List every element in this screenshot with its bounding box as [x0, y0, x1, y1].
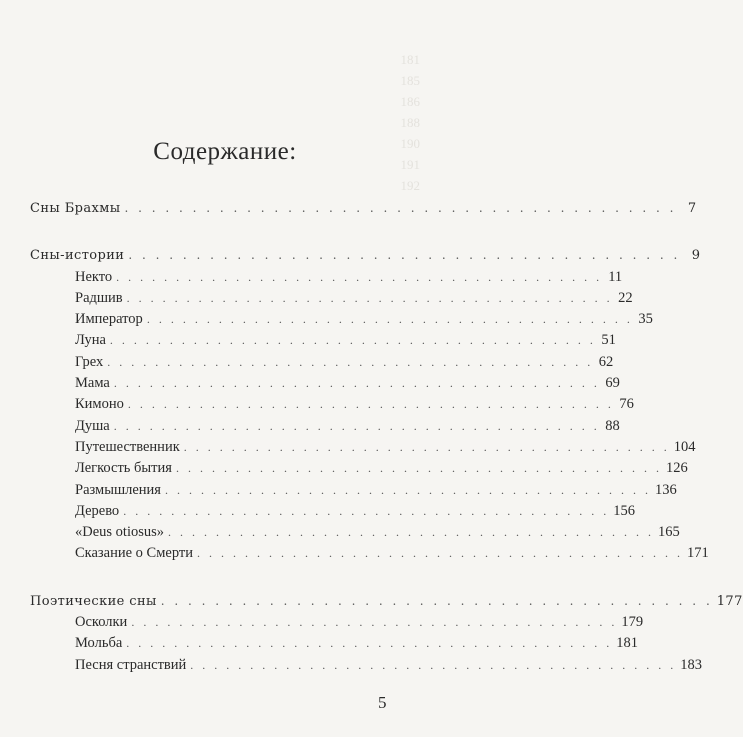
toc-page-number: 35 [638, 311, 653, 328]
toc-item-label: «Deus otiosus» [75, 524, 165, 541]
dot-leader: . . . . . . . . . . . . . . . . . . . . . . . . . . . . . . . . . . . . . . . . . [127, 397, 614, 412]
dot-leader: . . . . . . . . . . . . . . . . . . . . . . . . . . . . . . . . . . . . . . . . . [128, 248, 681, 263]
toc-page-number: 76 [619, 396, 634, 413]
bleed-through-text [340, 40, 450, 200]
toc-page-number: 179 [621, 614, 644, 631]
toc-page-number: 62 [598, 353, 614, 370]
dot-leader: . . . . . . . . . . . . . . . . . . . . . . . . . . . . . . . . . . . . . . . . . [116, 269, 603, 284]
toc-page-number: 22 [618, 289, 633, 306]
toc-item-label: Сказание о Смерти [75, 545, 193, 562]
dot-leader: . . . . . . . . . . . . . . . . . . . . . . . . . . . . . . . . . . . . . . . . . [190, 657, 677, 672]
toc-section-row[interactable] [30, 591, 743, 612]
toc-item-row[interactable] [30, 373, 620, 394]
dot-leader: . . . . . . . . . . . . . . . . . . . . . . . . . . . . . . . . . . . . . . . . . [168, 525, 655, 540]
toc-item-label: Кимоно [75, 396, 124, 413]
toc-item-label: Песня странствий [75, 656, 187, 673]
dot-leader: . . . . . . . . . . . . . . . . . . . . . . . . . . . . . . . . . . . . . . . . . [113, 376, 600, 391]
bleed-number: 186 [400, 94, 420, 109]
toc-page-number: 177 [716, 593, 743, 609]
toc-item-row[interactable] [30, 612, 644, 633]
toc-item-row[interactable] [30, 522, 680, 543]
toc-item-row[interactable] [30, 501, 635, 522]
toc-item-label: Легкость бытия [75, 460, 172, 477]
dot-leader: . . . . . . . . . . . . . . . . . . . . . . . . . . . . . . . . . . . . . . . . . [197, 546, 683, 561]
toc-item-label: Император [75, 311, 143, 328]
toc-item-row[interactable] [30, 543, 709, 564]
toc-item-label: Дерево [75, 502, 120, 519]
dot-leader: . . . . . . . . . . . . . . . . . . . . . . . . . . . . . . . . . . . . . . . . . [175, 461, 662, 476]
page-title: Содержание: [153, 138, 297, 165]
bleed-number: 188 [400, 115, 420, 130]
toc-page-number: 181 [616, 635, 639, 652]
bleed-number: 185 [400, 73, 420, 88]
toc-item-row[interactable] [30, 330, 616, 351]
toc-page-number: 165 [658, 524, 680, 541]
bleed-number: 191 [400, 157, 420, 172]
toc-item-label: Размышления [75, 481, 161, 498]
toc-item-label: Луна [75, 332, 106, 349]
toc-item-row[interactable] [30, 352, 614, 373]
page-number: 5 [378, 693, 387, 712]
dot-leader: . . . . . . . . . . . . . . . . . . . . . . . . . . . . . . . . . . . . . . . . . [113, 418, 600, 433]
dot-leader: . . . . . . . . . . . . . . . . . . . . . . . . . . . . . . . . . . . . . . . . . [126, 636, 613, 651]
toc-page-number: 51 [601, 332, 616, 349]
dot-leader: . . . . . . . . . . . . . . . . . . . . . . . . . . . . . . . . . . . . . . . . . [183, 439, 670, 454]
toc-page-number: 9 [691, 248, 701, 264]
toc-item-label: Путешественник [75, 438, 180, 455]
toc-page-number: 104 [673, 438, 696, 455]
dot-leader: . . . . . . . . . . . . . . . . . . . . . . . . . . . . . . . . . . . . . . . . . [126, 290, 613, 305]
toc-page-number: 126 [665, 460, 688, 477]
toc-section-label: Сны Брахмы [30, 201, 121, 216]
toc-section-label: Поэтические сны [30, 593, 157, 609]
dot-leader: . . . . . . . . . . . . . . . . . . . . . . . . . . . . . . . . . . . . . . . . . [124, 201, 677, 215]
toc-item-row[interactable] [30, 267, 623, 288]
dot-leader: . . . . . . . . . . . . . . . . . . . . . . . . . . . . . . . . . . . . . . . . . [107, 354, 594, 369]
toc-page-number: 69 [605, 375, 620, 392]
dot-leader: . . . . . . . . . . . . . . . . . . . . . . . . . . . . . . . . . . . . . . . . . [123, 503, 610, 518]
toc-page-number: 7 [687, 201, 697, 216]
toc-page-number: 88 [605, 417, 620, 434]
toc-item-label: Мольба [75, 635, 123, 652]
toc-item-label: Мама [75, 375, 110, 392]
toc-section-row[interactable] [30, 245, 701, 266]
toc-item-row[interactable] [30, 309, 653, 330]
toc-item-row[interactable] [30, 394, 634, 415]
toc-page-number: 171 [687, 545, 709, 562]
dot-leader: . . . . . . . . . . . . . . . . . . . . . . . . . . . . . . . . . . . . . . . . . [131, 615, 618, 630]
table-of-contents [30, 198, 743, 676]
toc-page-number: 183 [680, 656, 703, 673]
toc-item-label: Душа [75, 417, 110, 434]
toc-item-row[interactable] [30, 437, 696, 458]
toc-item-row[interactable] [30, 458, 688, 479]
bleed-number: 192 [400, 178, 420, 193]
toc-item-row[interactable] [30, 416, 620, 437]
bleed-number: 190 [400, 136, 420, 151]
toc-item-label: Некто [75, 268, 113, 285]
toc-item-row[interactable] [30, 655, 703, 676]
dot-leader: . . . . . . . . . . . . . . . . . . . . . . . . . . . . . . . . . . . . . . . . . [109, 333, 596, 348]
toc-section-row[interactable] [30, 198, 697, 219]
toc-item-label: Радшив [75, 289, 123, 306]
toc-item-row[interactable] [30, 633, 639, 654]
toc-page-number: 11 [608, 268, 623, 285]
dot-leader: . . . . . . . . . . . . . . . . . . . . . . . . . . . . . . . . . . . . . . . . . [160, 593, 713, 608]
toc-section-label: Сны-истории [30, 248, 125, 264]
toc-item-label: Грех [75, 353, 104, 370]
bleed-number: 181 [400, 52, 420, 67]
dot-leader: . . . . . . . . . . . . . . . . . . . . . . . . . . . . . . . . . . . . . . . . . [164, 482, 651, 497]
toc-page-number: 156 [613, 502, 635, 519]
dot-leader: . . . . . . . . . . . . . . . . . . . . . . . . . . . . . . . . . . . . . . . . . [146, 312, 633, 327]
toc-page-number: 136 [654, 481, 677, 498]
toc-item-row[interactable] [30, 480, 677, 501]
toc-item-label: Осколки [75, 614, 128, 631]
toc-item-row[interactable] [30, 288, 633, 309]
